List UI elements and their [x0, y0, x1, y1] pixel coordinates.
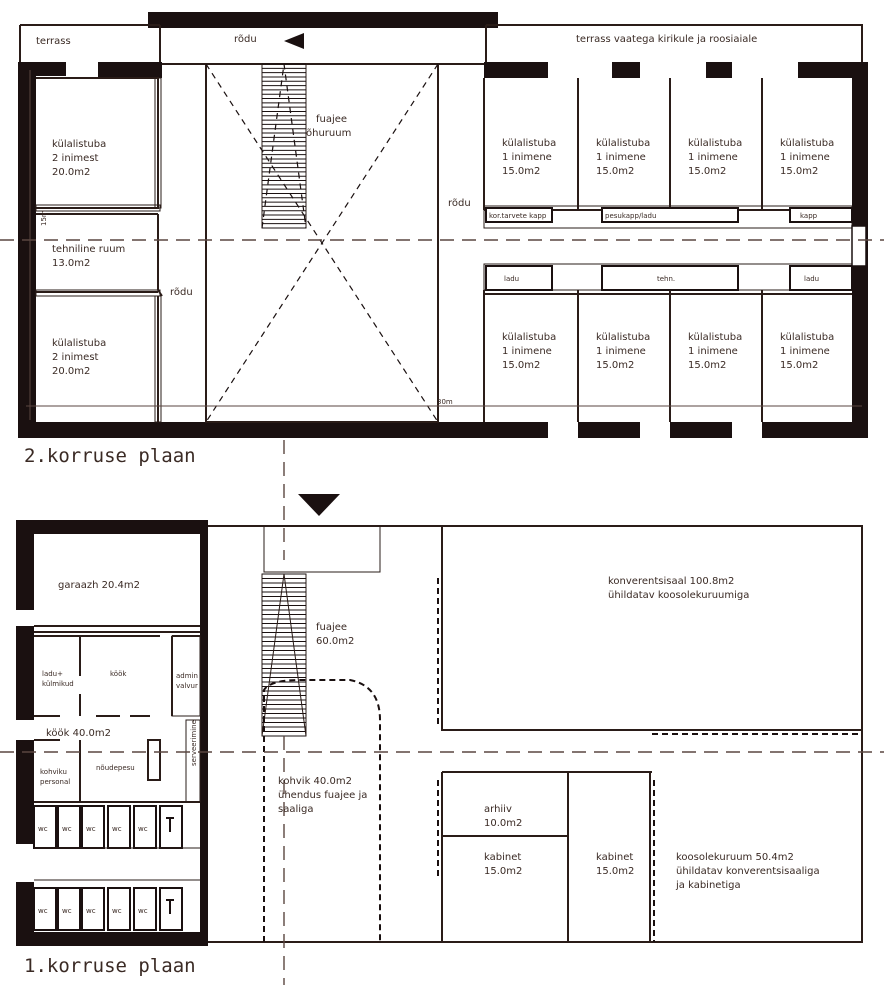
- label-archive-l1: arhiiv: [484, 804, 512, 815]
- upper-north-wall-seg0: [36, 62, 66, 76]
- lower-stair-steps: [262, 574, 306, 736]
- guest-room-label: 15.0m2: [780, 166, 819, 177]
- label-office1-l1: kabinet: [484, 852, 522, 863]
- guest-room-label: külalistuba: [596, 138, 651, 149]
- label-guest-2b-l1: külalistuba: [52, 338, 107, 349]
- label-guest-2b-l2: 2 inimest: [52, 352, 99, 363]
- label-foyer-l1: fuajee: [316, 622, 348, 633]
- conference-walls: [442, 526, 862, 730]
- entrance-arrow-icon: [284, 33, 304, 49]
- label-storage-4: ladu: [504, 275, 520, 283]
- wc-block-top: [34, 806, 182, 848]
- label-kitchen-small: köök: [110, 670, 127, 678]
- wc-label: wc: [112, 907, 122, 915]
- lower-inner-wall: [200, 520, 208, 946]
- guest-room-label: 1 inimene: [596, 152, 646, 163]
- guest-room-label: 1 inimene: [502, 346, 552, 357]
- label-storage-3: kapp: [800, 212, 818, 220]
- guest-room-label: külalistuba: [688, 138, 743, 149]
- label-terrace-right: terrass vaatega kirikule ja roosiaiale: [576, 34, 758, 45]
- label-technical-l1: tehniline ruum: [52, 244, 126, 255]
- wc-label: wc: [86, 825, 96, 833]
- label-meeting-l2: ühildatav konverentsisaaliga: [676, 866, 820, 877]
- lower-floor-plan: [0, 520, 884, 985]
- lower-west-wall-1: [16, 520, 34, 610]
- label-gallery-right: rõdu: [448, 198, 471, 209]
- guest-room-label: 15.0m2: [688, 166, 727, 177]
- kitchen-island: [148, 740, 160, 780]
- upper-stair-steps: [262, 64, 306, 228]
- guest-room-label: 15.0m2: [780, 360, 819, 371]
- lower-plan-title: 1.korruse plaan: [24, 955, 196, 977]
- upper-north-wall-seg3: [612, 62, 640, 78]
- lower-west-wall-3: [16, 740, 34, 844]
- label-storage-5: tehn.: [657, 275, 676, 283]
- label-conference-l2: ühildatav koosolekuruumiga: [608, 590, 750, 601]
- label-guest-2a-l3: 20.0m2: [52, 167, 91, 178]
- guest-rooms-bottom-labels: [502, 332, 834, 371]
- section-arrow-down-icon: [298, 494, 340, 516]
- guest-room-label: 1 inimene: [502, 152, 552, 163]
- label-conference-l1: konverentsisaal 100.8m2: [608, 576, 735, 587]
- label-technical-l2: 13.0m2: [52, 258, 91, 269]
- guest-room-label: 1 inimene: [596, 346, 646, 357]
- wc-label: wc: [138, 907, 148, 915]
- guest-room-label: külalistuba: [780, 138, 835, 149]
- label-storage-1: kor.tarvete kapp: [489, 212, 547, 220]
- top-parapet-wall: [148, 12, 498, 28]
- label-foyer-l2: 60.0m2: [316, 636, 355, 647]
- wc-label: wc: [38, 907, 48, 915]
- garage-wall: [34, 626, 200, 632]
- window-gap: [548, 422, 578, 438]
- guest-room-label: 1 inimene: [688, 152, 738, 163]
- guest-room-label: 15.0m2: [596, 166, 635, 177]
- wc-label: wc: [138, 825, 148, 833]
- guest-rooms-top-labels: [502, 138, 834, 177]
- label-cafe-staff-l2: personal: [40, 778, 71, 786]
- guest-room-label: 15.0m2: [502, 166, 541, 177]
- wc-label: wc: [62, 825, 72, 833]
- label-gallery-top: rõdu: [234, 34, 257, 45]
- window-gap: [640, 422, 670, 438]
- wc-label: wc: [62, 907, 72, 915]
- dim-15m: 15m: [40, 210, 48, 226]
- guest-room-label: külalistuba: [596, 332, 651, 343]
- label-guest-2b-l3: 20.0m2: [52, 366, 91, 377]
- wc-block-bottom: [34, 888, 182, 930]
- label-dishwash: nõudepesu: [96, 764, 135, 772]
- vestibule: [264, 526, 380, 572]
- label-cafe-staff-l1: kohviku: [40, 768, 67, 776]
- guest-room-label: 15.0m2: [596, 360, 635, 371]
- upper-west-wall: [18, 62, 36, 438]
- label-gallery-left: rõdu: [170, 287, 193, 298]
- label-guest-2a-l2: 2 inimest: [52, 153, 99, 164]
- upper-plan-title: 2.korruse plaan: [24, 445, 196, 467]
- label-foyer-void-l1: fuajee: [316, 114, 348, 125]
- label-storage-fridge-l1: ladu+: [42, 670, 63, 678]
- label-kitchen: köök 40.0m2: [46, 728, 112, 739]
- guest-room-label: 15.0m2: [688, 360, 727, 371]
- label-cafe-l2: ühendus fuajee ja: [278, 790, 368, 801]
- label-cafe-l1: kohvik 40.0m2: [278, 776, 352, 787]
- label-office2-l2: 15.0m2: [596, 866, 635, 877]
- dim-30m: 30m: [437, 398, 453, 406]
- corridor-window: [852, 226, 866, 266]
- label-storage-2: pesukapp/ladu: [605, 212, 657, 220]
- upper-north-wall-seg1: [98, 62, 162, 78]
- guest-room-label: külalistuba: [502, 332, 557, 343]
- label-serving: serveerimine: [190, 720, 198, 766]
- upper-north-wall-seg4: [706, 62, 732, 78]
- label-office1-l2: 15.0m2: [484, 866, 523, 877]
- wc-label: wc: [86, 907, 96, 915]
- upper-floor-plan: [0, 12, 884, 560]
- upper-north-wall-seg2: [484, 62, 548, 78]
- label-garage: garaazh 20.4m2: [58, 580, 140, 591]
- label-meeting-l1: koosolekuruum 50.4m2: [676, 852, 794, 863]
- urinal-icon: [166, 900, 174, 914]
- guest-room-label: 1 inimene: [688, 346, 738, 357]
- guest-room-label: külalistuba: [502, 138, 557, 149]
- guest-room-label: 1 inimene: [780, 346, 830, 357]
- label-guest-2a-l1: külalistuba: [52, 139, 107, 150]
- wc-corridor: [34, 848, 200, 880]
- label-storage-6: ladu: [804, 275, 820, 283]
- lower-north-wall-left: [16, 520, 206, 534]
- urinal-icon: [166, 818, 174, 832]
- guest-room-label: külalistuba: [780, 332, 835, 343]
- guest-room-label: külalistuba: [688, 332, 743, 343]
- label-admin-l1: admin: [176, 672, 198, 680]
- upper-north-wall-seg5: [798, 62, 852, 78]
- lower-west-wall-2: [16, 626, 34, 720]
- label-foyer-void-l2: õhuruum: [306, 128, 352, 139]
- label-office2-l1: kabinet: [596, 852, 634, 863]
- guest-room-label: 1 inimene: [780, 152, 830, 163]
- wc-label: wc: [112, 825, 122, 833]
- label-cafe-l3: saaliga: [278, 804, 314, 815]
- label-archive-l2: 10.0m2: [484, 818, 523, 829]
- window-gap: [732, 422, 762, 438]
- label-storage-fridge-l2: külmikud: [42, 680, 74, 688]
- label-terrace-left: terrass: [36, 36, 71, 47]
- label-admin-l2: valvur: [176, 682, 198, 690]
- wc-label: wc: [38, 825, 48, 833]
- lower-south-wall: [16, 932, 206, 946]
- label-meeting-l3: ja kabinetiga: [676, 880, 741, 891]
- storage-ladu-2: [790, 266, 852, 290]
- guest-room-label: 15.0m2: [502, 360, 541, 371]
